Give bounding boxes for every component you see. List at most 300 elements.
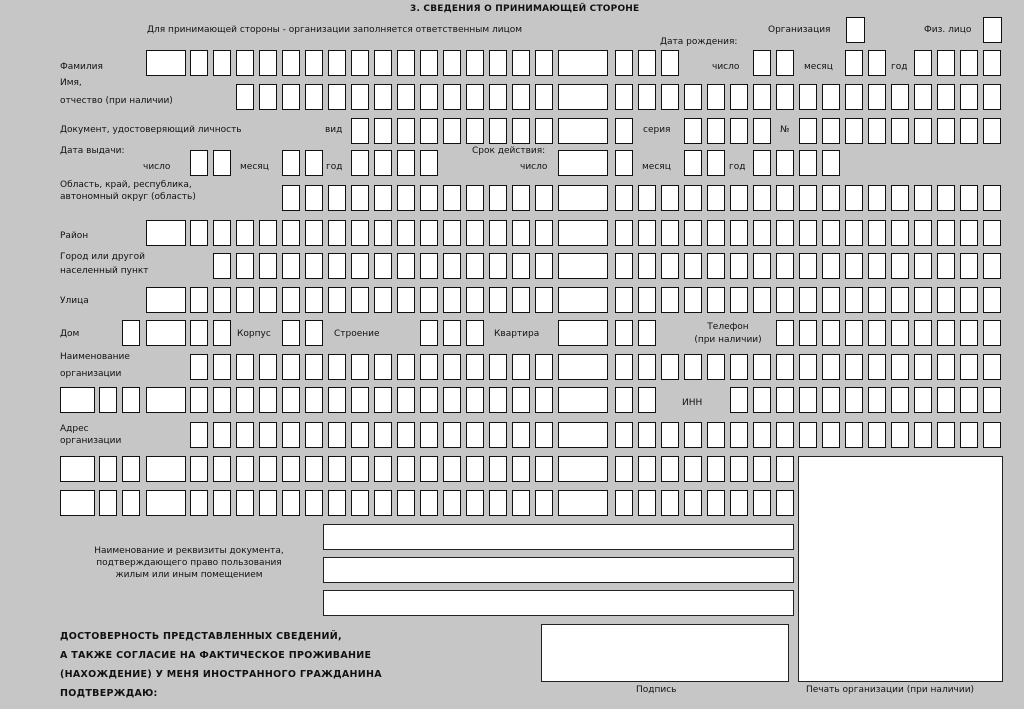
district-cell[interactable] bbox=[535, 220, 553, 246]
name-patronymic-cell[interactable] bbox=[730, 84, 748, 110]
surname-cell[interactable] bbox=[638, 50, 656, 76]
street-cell[interactable] bbox=[937, 287, 955, 313]
region-cell[interactable] bbox=[661, 185, 679, 211]
street-cell[interactable] bbox=[558, 287, 608, 313]
street-cell[interactable] bbox=[443, 287, 461, 313]
structure-cell[interactable] bbox=[420, 320, 438, 346]
region-cell[interactable] bbox=[730, 185, 748, 211]
org-address-cell[interactable] bbox=[730, 422, 748, 448]
validity-year-cell[interactable] bbox=[822, 150, 840, 176]
name-patronymic-cell[interactable] bbox=[822, 84, 840, 110]
street-cell[interactable] bbox=[420, 287, 438, 313]
doc-series-cell[interactable] bbox=[684, 118, 702, 144]
org-address-2-cell[interactable] bbox=[351, 456, 369, 482]
org-name-2-cell[interactable] bbox=[282, 387, 300, 413]
name-patronymic-cell[interactable] bbox=[753, 84, 771, 110]
district-cell[interactable] bbox=[684, 220, 702, 246]
city-cell[interactable] bbox=[753, 253, 771, 279]
issue-month-cell[interactable] bbox=[305, 150, 323, 176]
org-address-cell[interactable] bbox=[190, 422, 208, 448]
org-address-cell[interactable] bbox=[661, 422, 679, 448]
org-address-3-cell[interactable] bbox=[661, 490, 679, 516]
structure-cell[interactable] bbox=[443, 320, 461, 346]
surname-cell[interactable] bbox=[535, 50, 553, 76]
org-address-cell[interactable] bbox=[443, 422, 461, 448]
surname-cell[interactable] bbox=[213, 50, 231, 76]
org-address-cell[interactable] bbox=[512, 422, 530, 448]
region-cell[interactable] bbox=[914, 185, 932, 211]
org-name-2-cell[interactable] bbox=[328, 387, 346, 413]
street-cell[interactable] bbox=[282, 287, 300, 313]
building-cell[interactable] bbox=[305, 320, 323, 346]
org-address-cell[interactable] bbox=[489, 422, 507, 448]
org-address-3-cell[interactable] bbox=[60, 490, 95, 516]
org-address-2-cell[interactable] bbox=[753, 456, 771, 482]
birth-year-cell[interactable] bbox=[983, 50, 1001, 76]
org-name-cell[interactable] bbox=[684, 354, 702, 380]
name-patronymic-cell[interactable] bbox=[776, 84, 794, 110]
phone-cell[interactable] bbox=[983, 320, 1001, 346]
street-cell[interactable] bbox=[512, 287, 530, 313]
city-cell[interactable] bbox=[420, 253, 438, 279]
street-cell[interactable] bbox=[328, 287, 346, 313]
street-cell[interactable] bbox=[638, 287, 656, 313]
doc-number-cell[interactable] bbox=[822, 118, 840, 144]
region-cell[interactable] bbox=[822, 185, 840, 211]
validity-day-cell[interactable] bbox=[558, 150, 608, 176]
inn-cell[interactable] bbox=[799, 387, 817, 413]
org-address-2-cell[interactable] bbox=[730, 456, 748, 482]
district-cell[interactable] bbox=[351, 220, 369, 246]
org-address-cell[interactable] bbox=[397, 422, 415, 448]
org-name-cell[interactable] bbox=[420, 354, 438, 380]
org-name-cell[interactable] bbox=[914, 354, 932, 380]
street-cell[interactable] bbox=[845, 287, 863, 313]
street-cell[interactable] bbox=[822, 287, 840, 313]
org-address-cell[interactable] bbox=[236, 422, 254, 448]
district-cell[interactable] bbox=[914, 220, 932, 246]
org-address-2-cell[interactable] bbox=[638, 456, 656, 482]
org-address-2-cell[interactable] bbox=[684, 456, 702, 482]
doc-number-cell[interactable] bbox=[868, 118, 886, 144]
org-address-2-cell[interactable] bbox=[420, 456, 438, 482]
region-cell[interactable] bbox=[845, 185, 863, 211]
org-name-2-cell[interactable] bbox=[512, 387, 530, 413]
org-address-cell[interactable] bbox=[845, 422, 863, 448]
street-cell[interactable] bbox=[730, 287, 748, 313]
district-cell[interactable] bbox=[190, 220, 208, 246]
birth-year-cell[interactable] bbox=[960, 50, 978, 76]
doc-kind-cell[interactable] bbox=[374, 118, 392, 144]
org-address-cell[interactable] bbox=[914, 422, 932, 448]
region-cell[interactable] bbox=[707, 185, 725, 211]
district-cell[interactable] bbox=[146, 220, 186, 246]
org-address-cell[interactable] bbox=[466, 422, 484, 448]
house-cell[interactable] bbox=[190, 320, 208, 346]
birth-month-cell[interactable] bbox=[868, 50, 886, 76]
street-cell[interactable] bbox=[351, 287, 369, 313]
inn-cell[interactable] bbox=[868, 387, 886, 413]
housing-doc-field-2[interactable] bbox=[323, 557, 794, 583]
doc-kind-cell[interactable] bbox=[466, 118, 484, 144]
org-name-cell[interactable] bbox=[960, 354, 978, 380]
org-address-2-cell[interactable] bbox=[328, 456, 346, 482]
district-cell[interactable] bbox=[937, 220, 955, 246]
name-patronymic-cell[interactable] bbox=[282, 84, 300, 110]
city-cell[interactable] bbox=[707, 253, 725, 279]
inn-cell[interactable] bbox=[960, 387, 978, 413]
district-cell[interactable] bbox=[489, 220, 507, 246]
surname-cell[interactable] bbox=[397, 50, 415, 76]
district-cell[interactable] bbox=[615, 220, 633, 246]
district-cell[interactable] bbox=[707, 220, 725, 246]
surname-cell[interactable] bbox=[259, 50, 277, 76]
region-cell[interactable] bbox=[466, 185, 484, 211]
region-cell[interactable] bbox=[983, 185, 1001, 211]
surname-cell[interactable] bbox=[190, 50, 208, 76]
org-name-2-cell[interactable] bbox=[420, 387, 438, 413]
org-address-3-cell[interactable] bbox=[351, 490, 369, 516]
name-patronymic-cell[interactable] bbox=[535, 84, 553, 110]
phys-checkbox[interactable] bbox=[983, 17, 1002, 43]
org-address-2-cell[interactable] bbox=[374, 456, 392, 482]
region-cell[interactable] bbox=[351, 185, 369, 211]
street-cell[interactable] bbox=[891, 287, 909, 313]
city-cell[interactable] bbox=[351, 253, 369, 279]
city-cell[interactable] bbox=[615, 253, 633, 279]
org-address-cell[interactable] bbox=[328, 422, 346, 448]
inn-cell[interactable] bbox=[914, 387, 932, 413]
district-cell[interactable] bbox=[730, 220, 748, 246]
city-cell[interactable] bbox=[466, 253, 484, 279]
doc-kind-cell[interactable] bbox=[615, 118, 633, 144]
org-address-3-cell[interactable] bbox=[374, 490, 392, 516]
region-cell[interactable] bbox=[328, 185, 346, 211]
org-address-2-cell[interactable] bbox=[282, 456, 300, 482]
org-address-cell[interactable] bbox=[535, 422, 553, 448]
region-cell[interactable] bbox=[684, 185, 702, 211]
org-address-cell[interactable] bbox=[776, 422, 794, 448]
org-address-2-cell[interactable] bbox=[146, 456, 186, 482]
region-cell[interactable] bbox=[282, 185, 300, 211]
org-address-3-cell[interactable] bbox=[305, 490, 323, 516]
city-cell[interactable] bbox=[937, 253, 955, 279]
org-name-2-cell[interactable] bbox=[535, 387, 553, 413]
apartment-cell[interactable] bbox=[615, 320, 633, 346]
city-cell[interactable] bbox=[443, 253, 461, 279]
region-cell[interactable] bbox=[776, 185, 794, 211]
org-name-cell[interactable] bbox=[282, 354, 300, 380]
surname-cell[interactable] bbox=[282, 50, 300, 76]
org-name-cell[interactable] bbox=[489, 354, 507, 380]
surname-cell[interactable] bbox=[146, 50, 186, 76]
org-address-2-cell[interactable] bbox=[615, 456, 633, 482]
org-address-cell[interactable] bbox=[707, 422, 725, 448]
birth-month-cell[interactable] bbox=[845, 50, 863, 76]
org-address-3-cell[interactable] bbox=[190, 490, 208, 516]
org-name-2-cell[interactable] bbox=[638, 387, 656, 413]
house-cell[interactable] bbox=[122, 320, 140, 346]
org-name-cell[interactable] bbox=[730, 354, 748, 380]
org-address-3-cell[interactable] bbox=[282, 490, 300, 516]
org-address-3-cell[interactable] bbox=[558, 490, 608, 516]
region-cell[interactable] bbox=[443, 185, 461, 211]
org-address-cell[interactable] bbox=[753, 422, 771, 448]
stamp-box[interactable] bbox=[798, 456, 1003, 682]
org-name-2-cell[interactable] bbox=[60, 387, 95, 413]
name-patronymic-cell[interactable] bbox=[891, 84, 909, 110]
org-checkbox[interactable] bbox=[846, 17, 865, 43]
district-cell[interactable] bbox=[845, 220, 863, 246]
surname-cell[interactable] bbox=[374, 50, 392, 76]
org-address-3-cell[interactable] bbox=[213, 490, 231, 516]
city-cell[interactable] bbox=[914, 253, 932, 279]
district-cell[interactable] bbox=[891, 220, 909, 246]
org-name-cell[interactable] bbox=[983, 354, 1001, 380]
street-cell[interactable] bbox=[914, 287, 932, 313]
surname-cell[interactable] bbox=[466, 50, 484, 76]
street-cell[interactable] bbox=[397, 287, 415, 313]
issue-day-cell[interactable] bbox=[213, 150, 231, 176]
org-name-cell[interactable] bbox=[259, 354, 277, 380]
org-address-2-cell[interactable] bbox=[122, 456, 140, 482]
org-address-3-cell[interactable] bbox=[512, 490, 530, 516]
region-cell[interactable] bbox=[535, 185, 553, 211]
district-cell[interactable] bbox=[512, 220, 530, 246]
org-address-cell[interactable] bbox=[983, 422, 1001, 448]
issue-day-cell[interactable] bbox=[190, 150, 208, 176]
org-name-cell[interactable] bbox=[213, 354, 231, 380]
org-address-cell[interactable] bbox=[891, 422, 909, 448]
street-cell[interactable] bbox=[661, 287, 679, 313]
org-name-cell[interactable] bbox=[868, 354, 886, 380]
phone-cell[interactable] bbox=[960, 320, 978, 346]
name-patronymic-cell[interactable] bbox=[328, 84, 346, 110]
name-patronymic-cell[interactable] bbox=[558, 84, 608, 110]
city-cell[interactable] bbox=[213, 253, 231, 279]
region-cell[interactable] bbox=[799, 185, 817, 211]
surname-cell[interactable] bbox=[489, 50, 507, 76]
region-cell[interactable] bbox=[305, 185, 323, 211]
name-patronymic-cell[interactable] bbox=[615, 84, 633, 110]
org-address-cell[interactable] bbox=[420, 422, 438, 448]
org-name-2-cell[interactable] bbox=[305, 387, 323, 413]
house-cell[interactable] bbox=[213, 320, 231, 346]
district-cell[interactable] bbox=[638, 220, 656, 246]
surname-cell[interactable] bbox=[236, 50, 254, 76]
doc-series-cell[interactable] bbox=[730, 118, 748, 144]
street-cell[interactable] bbox=[753, 287, 771, 313]
org-name-cell[interactable] bbox=[305, 354, 323, 380]
doc-kind-cell[interactable] bbox=[512, 118, 530, 144]
org-address-cell[interactable] bbox=[960, 422, 978, 448]
district-cell[interactable] bbox=[259, 220, 277, 246]
validity-year-cell[interactable] bbox=[753, 150, 771, 176]
name-patronymic-cell[interactable] bbox=[960, 84, 978, 110]
org-address-cell[interactable] bbox=[638, 422, 656, 448]
issue-month-cell[interactable] bbox=[282, 150, 300, 176]
org-address-2-cell[interactable] bbox=[489, 456, 507, 482]
org-name-2-cell[interactable] bbox=[374, 387, 392, 413]
org-address-3-cell[interactable] bbox=[236, 490, 254, 516]
issue-year-cell[interactable] bbox=[374, 150, 392, 176]
district-cell[interactable] bbox=[822, 220, 840, 246]
org-name-cell[interactable] bbox=[190, 354, 208, 380]
birth-year-cell[interactable] bbox=[914, 50, 932, 76]
org-name-cell[interactable] bbox=[374, 354, 392, 380]
doc-series-cell[interactable] bbox=[753, 118, 771, 144]
org-name-cell[interactable] bbox=[891, 354, 909, 380]
org-name-cell[interactable] bbox=[937, 354, 955, 380]
district-cell[interactable] bbox=[466, 220, 484, 246]
org-address-3-cell[interactable] bbox=[753, 490, 771, 516]
doc-number-cell[interactable] bbox=[937, 118, 955, 144]
district-cell[interactable] bbox=[776, 220, 794, 246]
phone-cell[interactable] bbox=[914, 320, 932, 346]
city-cell[interactable] bbox=[960, 253, 978, 279]
org-address-2-cell[interactable] bbox=[707, 456, 725, 482]
org-address-2-cell[interactable] bbox=[259, 456, 277, 482]
street-cell[interactable] bbox=[190, 287, 208, 313]
region-cell[interactable] bbox=[615, 185, 633, 211]
street-cell[interactable] bbox=[983, 287, 1001, 313]
doc-kind-cell[interactable] bbox=[420, 118, 438, 144]
org-name-2-cell[interactable] bbox=[190, 387, 208, 413]
inn-cell[interactable] bbox=[845, 387, 863, 413]
city-cell[interactable] bbox=[397, 253, 415, 279]
org-address-3-cell[interactable] bbox=[328, 490, 346, 516]
org-address-2-cell[interactable] bbox=[466, 456, 484, 482]
city-cell[interactable] bbox=[799, 253, 817, 279]
district-cell[interactable] bbox=[374, 220, 392, 246]
org-address-2-cell[interactable] bbox=[99, 456, 117, 482]
org-name-2-cell[interactable] bbox=[397, 387, 415, 413]
doc-number-cell[interactable] bbox=[914, 118, 932, 144]
org-name-2-cell[interactable] bbox=[236, 387, 254, 413]
org-address-3-cell[interactable] bbox=[99, 490, 117, 516]
org-name-cell[interactable] bbox=[753, 354, 771, 380]
region-cell[interactable] bbox=[374, 185, 392, 211]
street-cell[interactable] bbox=[535, 287, 553, 313]
org-address-3-cell[interactable] bbox=[259, 490, 277, 516]
surname-cell[interactable] bbox=[328, 50, 346, 76]
doc-number-cell[interactable] bbox=[845, 118, 863, 144]
street-cell[interactable] bbox=[776, 287, 794, 313]
inn-cell[interactable] bbox=[891, 387, 909, 413]
phone-cell[interactable] bbox=[868, 320, 886, 346]
surname-cell[interactable] bbox=[615, 50, 633, 76]
inn-cell[interactable] bbox=[822, 387, 840, 413]
org-address-2-cell[interactable] bbox=[443, 456, 461, 482]
region-cell[interactable] bbox=[489, 185, 507, 211]
region-cell[interactable] bbox=[891, 185, 909, 211]
district-cell[interactable] bbox=[558, 220, 608, 246]
surname-cell[interactable] bbox=[512, 50, 530, 76]
org-address-3-cell[interactable] bbox=[776, 490, 794, 516]
street-cell[interactable] bbox=[707, 287, 725, 313]
doc-kind-cell[interactable] bbox=[535, 118, 553, 144]
district-cell[interactable] bbox=[213, 220, 231, 246]
street-cell[interactable] bbox=[960, 287, 978, 313]
org-name-2-cell[interactable] bbox=[146, 387, 186, 413]
doc-number-cell[interactable] bbox=[891, 118, 909, 144]
org-address-2-cell[interactable] bbox=[190, 456, 208, 482]
surname-cell[interactable] bbox=[661, 50, 679, 76]
org-address-cell[interactable] bbox=[684, 422, 702, 448]
district-cell[interactable] bbox=[983, 220, 1001, 246]
validity-day-cell[interactable] bbox=[615, 150, 633, 176]
validity-month-cell[interactable] bbox=[707, 150, 725, 176]
org-name-cell[interactable] bbox=[397, 354, 415, 380]
street-cell[interactable] bbox=[684, 287, 702, 313]
org-address-3-cell[interactable] bbox=[730, 490, 748, 516]
housing-doc-field-1[interactable] bbox=[323, 524, 794, 550]
doc-kind-cell[interactable] bbox=[351, 118, 369, 144]
district-cell[interactable] bbox=[420, 220, 438, 246]
district-cell[interactable] bbox=[397, 220, 415, 246]
org-name-cell[interactable] bbox=[615, 354, 633, 380]
city-cell[interactable] bbox=[845, 253, 863, 279]
org-name-cell[interactable] bbox=[443, 354, 461, 380]
org-address-2-cell[interactable] bbox=[213, 456, 231, 482]
district-cell[interactable] bbox=[661, 220, 679, 246]
org-name-cell[interactable] bbox=[822, 354, 840, 380]
org-address-3-cell[interactable] bbox=[684, 490, 702, 516]
org-address-3-cell[interactable] bbox=[707, 490, 725, 516]
name-patronymic-cell[interactable] bbox=[799, 84, 817, 110]
name-patronymic-cell[interactable] bbox=[259, 84, 277, 110]
org-address-3-cell[interactable] bbox=[397, 490, 415, 516]
org-address-3-cell[interactable] bbox=[466, 490, 484, 516]
org-name-cell[interactable] bbox=[661, 354, 679, 380]
org-address-cell[interactable] bbox=[213, 422, 231, 448]
name-patronymic-cell[interactable] bbox=[512, 84, 530, 110]
region-cell[interactable] bbox=[638, 185, 656, 211]
birth-day-cell[interactable] bbox=[753, 50, 771, 76]
street-cell[interactable] bbox=[489, 287, 507, 313]
org-address-2-cell[interactable] bbox=[776, 456, 794, 482]
street-cell[interactable] bbox=[799, 287, 817, 313]
city-cell[interactable] bbox=[891, 253, 909, 279]
city-cell[interactable] bbox=[374, 253, 392, 279]
region-cell[interactable] bbox=[868, 185, 886, 211]
org-address-cell[interactable] bbox=[799, 422, 817, 448]
city-cell[interactable] bbox=[328, 253, 346, 279]
housing-doc-field-3[interactable] bbox=[323, 590, 794, 616]
org-address-cell[interactable] bbox=[937, 422, 955, 448]
org-address-3-cell[interactable] bbox=[535, 490, 553, 516]
city-cell[interactable] bbox=[236, 253, 254, 279]
city-cell[interactable] bbox=[983, 253, 1001, 279]
region-cell[interactable] bbox=[420, 185, 438, 211]
name-patronymic-cell[interactable] bbox=[236, 84, 254, 110]
name-patronymic-cell[interactable] bbox=[443, 84, 461, 110]
region-cell[interactable] bbox=[937, 185, 955, 211]
org-name-cell[interactable] bbox=[845, 354, 863, 380]
org-name-cell[interactable] bbox=[466, 354, 484, 380]
org-name-2-cell[interactable] bbox=[558, 387, 608, 413]
name-patronymic-cell[interactable] bbox=[661, 84, 679, 110]
city-cell[interactable] bbox=[305, 253, 323, 279]
city-cell[interactable] bbox=[661, 253, 679, 279]
validity-year-cell[interactable] bbox=[776, 150, 794, 176]
org-address-2-cell[interactable] bbox=[236, 456, 254, 482]
city-cell[interactable] bbox=[776, 253, 794, 279]
org-name-2-cell[interactable] bbox=[489, 387, 507, 413]
org-name-2-cell[interactable] bbox=[213, 387, 231, 413]
name-patronymic-cell[interactable] bbox=[420, 84, 438, 110]
apartment-cell[interactable] bbox=[638, 320, 656, 346]
